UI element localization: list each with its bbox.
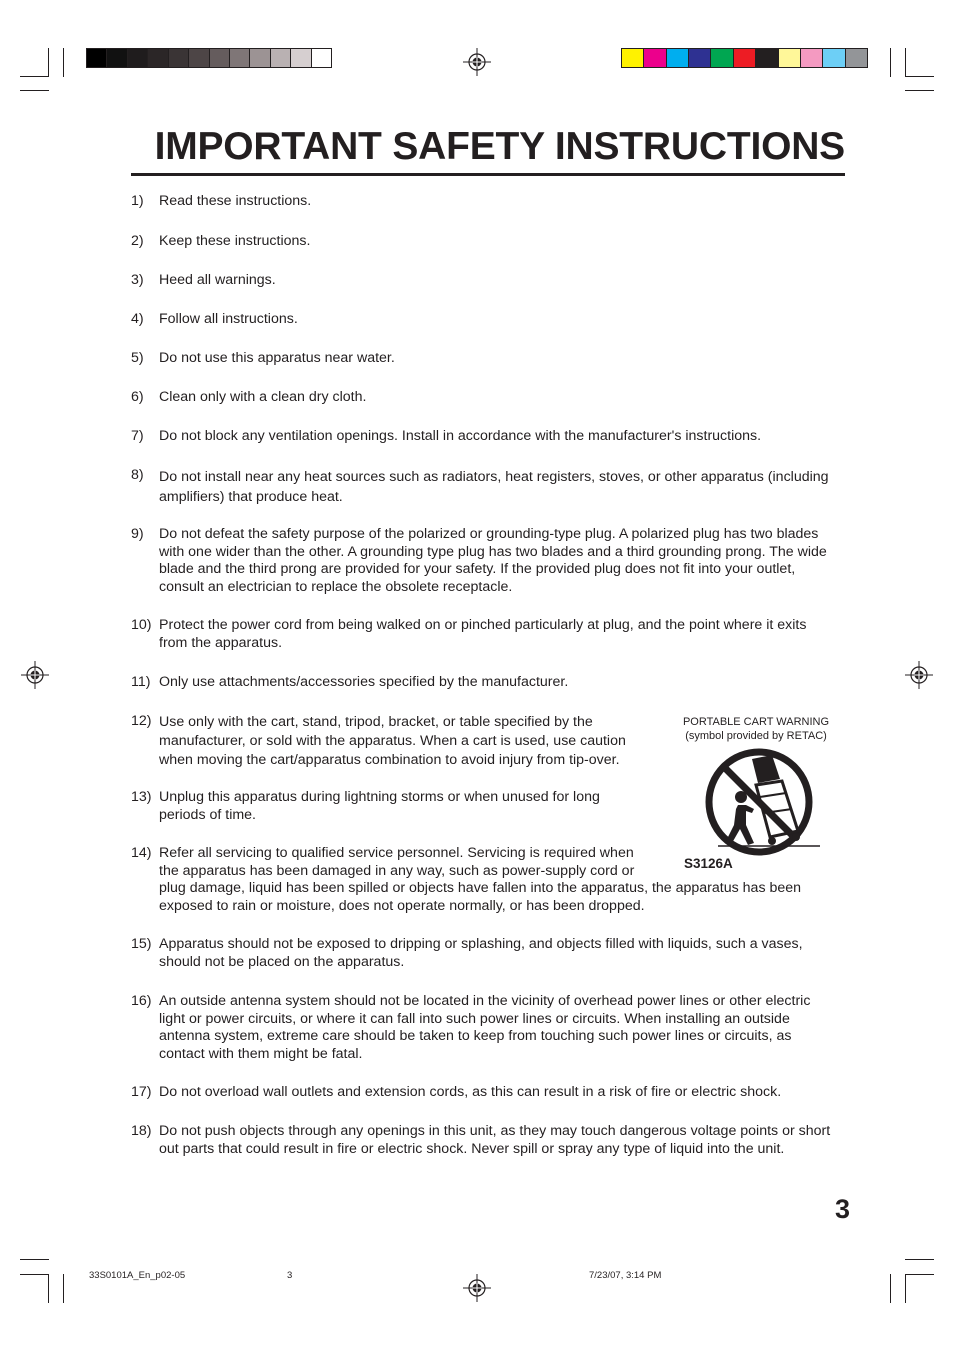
color-swatch bbox=[250, 49, 270, 67]
instruction-text bbox=[159, 193, 311, 211]
instruction-line: Do not defeat the safety purpose of the polarized or grounding-type plug. A polarized plug has two blades bbox=[159, 526, 819, 542]
instruction-number: 8) bbox=[131, 467, 144, 483]
instruction-text bbox=[159, 1123, 830, 1158]
color-swatch bbox=[169, 49, 189, 67]
color-swatch bbox=[148, 49, 168, 67]
crop-mark bbox=[905, 76, 934, 77]
registration-target-icon bbox=[463, 48, 491, 76]
crop-mark bbox=[20, 76, 49, 77]
instruction-number: 2) bbox=[131, 233, 144, 249]
instruction-line: contact with them might be fatal. bbox=[159, 1045, 363, 1062]
crop-mark bbox=[890, 1274, 891, 1303]
color-swatch bbox=[312, 49, 331, 67]
instruction-number: 12) bbox=[131, 713, 152, 729]
instruction-number: 17) bbox=[131, 1084, 152, 1100]
crop-mark bbox=[63, 1274, 64, 1303]
instruction-line: Unplug this apparatus during lightning storms or when unused for long bbox=[159, 789, 600, 805]
color-swatch bbox=[779, 49, 801, 67]
instruction-number: 16) bbox=[131, 993, 152, 1009]
instruction-line: Do not push objects through any openings in this unit, as they may touch dangerous voltage points or short bbox=[159, 1123, 831, 1139]
crop-mark bbox=[20, 1259, 49, 1260]
instruction-text bbox=[159, 713, 626, 770]
instruction-number: 15) bbox=[131, 936, 152, 952]
gray-calibration-bar bbox=[86, 48, 332, 68]
instruction-text bbox=[159, 428, 761, 446]
instruction-line: exposed to rain or moisture, does not operate normally, or has been dropped. bbox=[159, 897, 645, 914]
instruction-line: Refer all servicing to qualified service personnel. Servicing is required when bbox=[159, 845, 634, 861]
color-swatch bbox=[291, 49, 311, 67]
color-swatch bbox=[756, 49, 778, 67]
instruction-number: 14) bbox=[131, 845, 152, 861]
instruction-line: Do not overload wall outlets and extension cords, as this can result in a risk of fire or electric shock. bbox=[159, 1084, 782, 1100]
color-swatch bbox=[189, 49, 209, 67]
instruction-text bbox=[159, 526, 827, 596]
color-swatch bbox=[128, 49, 148, 67]
instruction-number: 10) bbox=[131, 617, 152, 633]
instruction-line: manufacturer, or sold with the apparatus. When a cart is used, use caution bbox=[159, 733, 626, 749]
color-swatch bbox=[734, 49, 756, 67]
crop-mark bbox=[905, 90, 934, 91]
instruction-number: 11) bbox=[131, 674, 151, 690]
instruction-line: Only use attachments/accessories specified by the manufacturer. bbox=[159, 674, 569, 690]
instruction-text bbox=[159, 350, 395, 368]
cart-warning-caption bbox=[666, 716, 846, 743]
instruction-line: with one wider than the other. A grounding type plug has two blades and a third grounding prong. The wide bbox=[159, 543, 827, 560]
instruction-number: 9) bbox=[131, 526, 144, 542]
color-swatch bbox=[846, 49, 867, 67]
cart-warning-code: S3126A bbox=[684, 856, 733, 871]
instruction-line: light or power circuits, or where it can fall into such power lines or circuits. When installing an outside bbox=[159, 1010, 790, 1027]
color-swatch bbox=[210, 49, 230, 67]
registration-target-icon bbox=[905, 661, 933, 689]
instruction-line: Use only with the cart, stand, tripod, bracket, or table specified by the bbox=[159, 714, 593, 730]
instruction-line: Do not install near any heat sources such as radiators, heat registers, stoves, or other apparatus (including bbox=[159, 469, 829, 485]
crop-mark bbox=[890, 48, 891, 77]
instruction-text bbox=[159, 993, 810, 1063]
crop-mark bbox=[905, 1259, 934, 1260]
instruction-text bbox=[159, 272, 276, 290]
instruction-number: 1) bbox=[131, 193, 144, 209]
instruction-line: Clean only with a clean dry cloth. bbox=[159, 389, 367, 405]
instruction-text bbox=[159, 936, 803, 971]
instruction-line: Protect the power cord from being walked on or pinched particularly at plug, and the point where it exits bbox=[159, 617, 807, 633]
instruction-number: 3) bbox=[131, 272, 144, 288]
footer-date: 7/23/07, 3:14 PM bbox=[589, 1270, 662, 1281]
crop-mark bbox=[905, 1274, 934, 1275]
instruction-text bbox=[159, 1084, 781, 1102]
instruction-line: out parts that could result in fire or electric shock. Never spill or spray any type of liquid into the unit. bbox=[159, 1140, 785, 1157]
instruction-line: Read these instructions. bbox=[159, 193, 312, 209]
color-swatch bbox=[644, 49, 666, 67]
crop-mark bbox=[905, 48, 906, 77]
crop-mark bbox=[20, 90, 49, 91]
crop-mark bbox=[905, 1274, 906, 1303]
instruction-line: Apparatus should not be exposed to dripping or splashing, and objects filled with liquids, such a vases, bbox=[159, 936, 803, 952]
instruction-line: consult an electrician to replace the obsolete receptacle. bbox=[159, 578, 513, 595]
color-swatch bbox=[711, 49, 733, 67]
color-swatch bbox=[689, 49, 711, 67]
cart-warning-caption-line2: (symbol provided by RETAC) bbox=[685, 729, 827, 742]
instruction-line: Follow all instructions. bbox=[159, 311, 298, 327]
registration-target-icon bbox=[21, 661, 49, 689]
instruction-line: from the apparatus. bbox=[159, 634, 283, 651]
footer-file-name: 33S0101A_En_p02-05 bbox=[89, 1270, 186, 1281]
crop-mark bbox=[63, 48, 64, 77]
registration-target-icon bbox=[463, 1274, 491, 1302]
color-swatch bbox=[107, 49, 127, 67]
instruction-text bbox=[159, 674, 568, 692]
instruction-number: 18) bbox=[131, 1123, 152, 1139]
instruction-text bbox=[159, 233, 310, 251]
instruction-text bbox=[159, 311, 298, 329]
color-swatch bbox=[271, 49, 291, 67]
color-swatch bbox=[823, 49, 845, 67]
page-title: IMPORTANT SAFETY INSTRUCTIONS bbox=[131, 124, 845, 176]
instruction-text bbox=[159, 789, 600, 824]
color-swatch bbox=[622, 49, 644, 67]
instruction-line: should not be placed on the apparatus. bbox=[159, 953, 405, 970]
instruction-text bbox=[159, 617, 806, 652]
instruction-number: 7) bbox=[131, 428, 144, 444]
instruction-number: 6) bbox=[131, 389, 144, 405]
cart-warning-caption-line1: PORTABLE CART WARNING bbox=[682, 716, 830, 728]
instruction-text bbox=[159, 389, 366, 407]
instruction-line: blade and the third prong are provided for your safety. If the provided plug does not fit into your outlet, bbox=[159, 561, 796, 577]
color-swatch bbox=[801, 49, 823, 67]
instruction-line: Do not use this apparatus near water. bbox=[159, 350, 395, 366]
crop-mark bbox=[20, 1274, 49, 1275]
color-swatch bbox=[230, 49, 250, 67]
instruction-line: Keep these instructions. bbox=[159, 233, 311, 249]
instruction-line: periods of time. bbox=[159, 806, 256, 823]
instruction-line: antenna system, extreme care should be taken to keep from touching such power lines or circuits, as bbox=[159, 1028, 792, 1044]
instruction-line: Heed all warnings. bbox=[159, 272, 276, 288]
portable-cart-warning-icon bbox=[700, 745, 822, 857]
color-swatch bbox=[667, 49, 689, 67]
page-number: 3 bbox=[834, 1194, 850, 1224]
instruction-line: plug damage, liquid has been spilled or objects have fallen into the apparatus, the apparatus has been bbox=[159, 880, 802, 896]
crop-mark bbox=[48, 1274, 49, 1303]
instruction-line: when moving the cart/apparatus combination to avoid injury from tip-over. bbox=[159, 752, 620, 768]
crop-mark bbox=[48, 48, 49, 77]
instruction-line: the apparatus has been damaged in any way, such as power-supply cord or bbox=[159, 862, 635, 879]
footer-page: 3 bbox=[287, 1270, 293, 1281]
instruction-number: 5) bbox=[131, 350, 144, 366]
instruction-number: 4) bbox=[131, 311, 144, 327]
instruction-line: Do not block any ventilation openings. Install in accordance with the manufacturer's instructions. bbox=[159, 428, 762, 444]
instruction-text bbox=[159, 467, 829, 507]
color-swatch bbox=[87, 49, 107, 67]
instruction-line: An outside antenna system should not be located in the vicinity of overhead power lines or other electric bbox=[159, 993, 811, 1009]
color-calibration-bar bbox=[621, 48, 868, 68]
instruction-number: 13) bbox=[131, 789, 152, 805]
instruction-line: amplifiers) that produce heat. bbox=[159, 489, 343, 505]
